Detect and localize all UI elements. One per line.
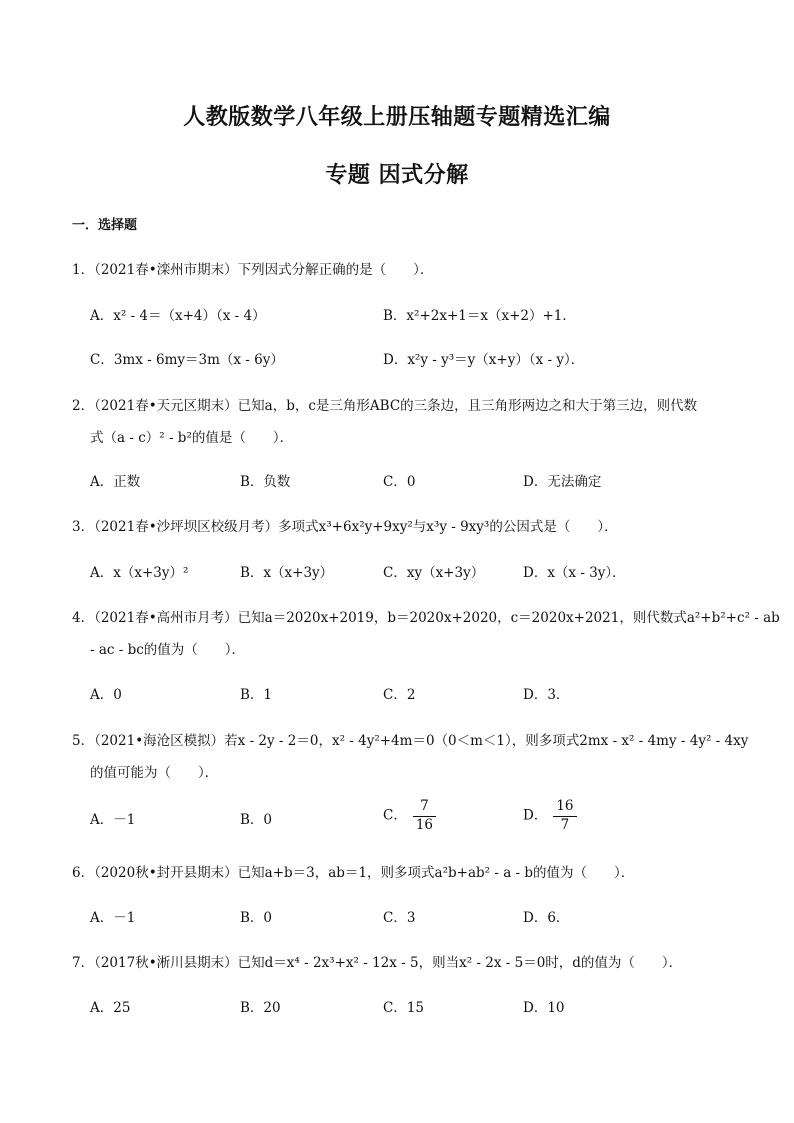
fraction-numerator: 7 [413,800,436,817]
question-6-option-a: A．－1 [90,910,136,926]
fraction [553,800,576,832]
question-5-option-a: A．－1 [90,812,136,828]
fraction-denominator: 16 [415,816,434,833]
question-1-option-d: D．x²y - y³＝y（x+y）（x - y）． [383,352,585,368]
question-3-stem: 3．（2021春•沙坪坝区校级月考）多项式x³+6x²y+9xy²与x³y - 9xy³的公因式是（ ）． [72,519,618,535]
question-2-option-a: A．正数 [90,474,141,490]
question-5-stem: 5．（2021•海沧区模拟）若x - 2y - 2＝0，x² - 4y²+4m＝0（0＜m＜1），则多项式2mx - x² - 4my - 4y² - 4xy [72,733,749,749]
question-7-option-a: A．25 [90,1000,131,1016]
question-1-stem: 1．（2021春•滦州市期末）下列因式分解正确的是（ ）． [72,262,434,278]
question-3-option-b: B．x（x+3y） [240,565,334,581]
question-6-option-c: C．3 [383,910,416,926]
question-5-option-c-label: C． [383,807,407,824]
question-2-option-c: C．0 [383,474,416,490]
question-3-option-c: C．xy（x+3y） [383,565,485,581]
question-2-option-d: D．无法确定 [523,474,602,490]
question-1-option-a: A．x² - 4＝（x+4）（x - 4） [90,308,266,324]
fraction-numerator: 16 [553,800,576,817]
question-6-stem: 6．（2020秋•封开县期末）已知a+b＝3，ab＝1，则多项式a²b+ab² - a - b的值为（ ）． [72,865,635,881]
question-4-stem: 4．（2021春•高州市月考）已知a＝2020x+2019，b＝2020x+2020，c＝2020x+2021，则代数式a²+b²+c² - ab [72,610,780,626]
question-4-option-b: B．1 [240,687,273,703]
document-title: 人教版数学八年级上册压轴题专题精选汇编 [183,105,611,130]
document-subtitle: 专题 因式分解 [325,163,469,188]
question-2-stem-continued: 式（a - c）² - b²的值是（ ）． [90,430,294,446]
question-6-option-d: D．6． [523,910,570,926]
question-4-stem-continued: - ac - bc的值为（ ）． [90,642,246,658]
question-5-stem-continued: 的值可能为（ ）． [90,765,219,781]
question-1-option-c: C．3mx - 6my＝3m（x - 6y） [90,352,284,368]
question-1-option-b: B．x²+2x+1＝x（x+2）+1． [383,308,576,324]
fraction [413,800,436,832]
question-7-option-d: D．10 [523,1000,565,1016]
question-4-option-c: C．2 [383,687,416,703]
section-heading: 一．选择题 [72,218,138,233]
question-4-option-d: D．3． [523,687,570,703]
question-7-option-c: C．15 [383,1000,425,1016]
question-3-option-a: A．x（x+3y）² [90,565,189,581]
question-5-option-b: B．0 [240,812,273,828]
question-4-option-a: A．0 [90,687,122,703]
question-2-stem: 2．（2021春•天元区期末）已知a，b，c是三角形ABC的三条边，且三角形两边之和大于第三边，则代数 [72,398,698,414]
question-7-option-b: B．20 [240,1000,281,1016]
question-2-option-b: B．负数 [240,474,291,490]
question-6-option-b: B．0 [240,910,273,926]
question-5-option-c [383,800,436,832]
question-5-option-d [523,800,577,832]
question-5-option-d-label: D． [523,807,548,824]
fraction-denominator: 7 [560,816,570,833]
question-3-option-d: D．x（x - 3y）． [523,565,626,581]
question-7-stem: 7．（2017秋•淅川县期末）已知d＝x⁴ - 2x³+x² - 12x - 5，则当x² - 2x - 5＝0时，d的值为（ ）． [72,955,683,971]
